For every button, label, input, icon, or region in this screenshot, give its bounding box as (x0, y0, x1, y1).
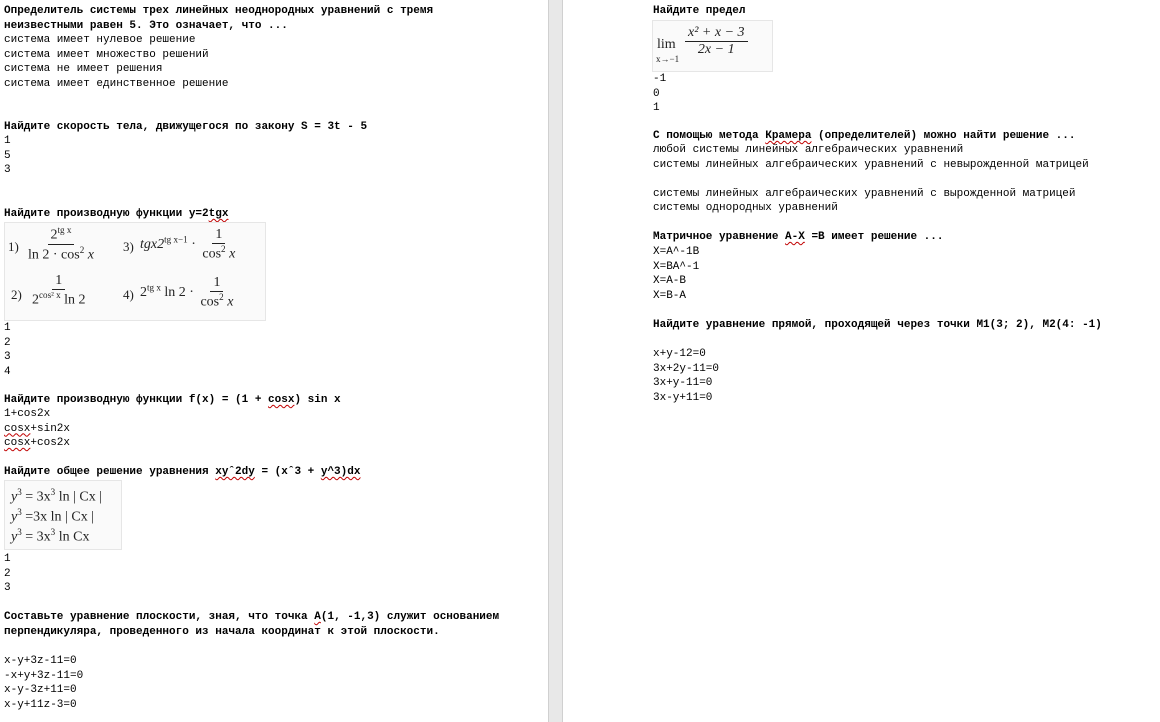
options-line-equation (653, 347, 719, 405)
options-general-solution (4, 552, 11, 596)
option[interactable]: 3 (4, 164, 11, 177)
options-derivative-tgx (4, 321, 11, 379)
question-line-equation: Найдите уравнение прямой, проходящей через точки M1(3; 2), M2(4: -1) (653, 319, 1102, 331)
option[interactable]: 2 (4, 567, 11, 580)
options-cramer (653, 143, 1153, 216)
option[interactable]: cosx+sin2x (4, 422, 71, 435)
spelling-underline: cosx (268, 394, 295, 406)
option[interactable]: 1 (4, 135, 11, 147)
option[interactable]: 3x+2y-11=0 (653, 362, 720, 375)
option[interactable]: 3x+y-11=0 (653, 377, 713, 390)
question-limit: Найдите предел (653, 5, 746, 17)
spelling-underline: A-X (785, 231, 805, 243)
question-derivative-tgx: Найдите производную функции y=2tgx (4, 208, 229, 220)
spelling-underline: xyˆ2dy (215, 466, 255, 478)
option[interactable]: система не имеет решения (4, 63, 163, 76)
option[interactable]: любой системы линейных алгебраических уравнений (653, 144, 964, 156)
option[interactable]: X=BA^-1 (653, 260, 700, 273)
option[interactable]: 3x-y+11=0 (653, 391, 713, 404)
question-velocity: Найдите скорость тела, движущегося по закону S = 3t - 5 (4, 121, 368, 133)
formula-image-limit: lim x→−1 $\frac{\text{x² + x − 3}}{2x - 1}$ (652, 20, 773, 72)
left-page (0, 0, 548, 722)
options-derivative-fx (4, 407, 70, 451)
option[interactable]: 5 (4, 149, 11, 162)
right-page (563, 0, 1160, 722)
option[interactable]: x+y-12=0 (653, 348, 706, 360)
question-cramer: С помощью метода Крамера (определителей) можно найти решение ... (653, 130, 1076, 142)
option[interactable]: 2 (4, 336, 11, 349)
option[interactable]: -x+y+3z-11=0 (4, 669, 84, 682)
option[interactable]: 3 (4, 351, 11, 364)
option[interactable]: X=A^-1B (653, 246, 700, 258)
spelling-underline: A (314, 611, 321, 623)
option[interactable]: системы однородных уравнений (653, 202, 838, 215)
question-plane-equation: Составьте уравнение плоскости, зная, что точка A(1, -1,3) служит основанием перпендикуляра, проведенного из начала координат к этой плоскости. (4, 611, 506, 638)
formula-image-solutions: $y^3 = 3x^3$ ln | Cx | $y^3 =3x$ ln | Cx | $y^3 = 3x^3$ ln Cx (4, 480, 122, 550)
option[interactable]: X=B-A (653, 289, 687, 302)
option[interactable]: система имеет нулевое решение (4, 34, 196, 46)
option[interactable]: 1 (653, 102, 660, 115)
option[interactable]: x-y-3z+11=0 (4, 684, 77, 697)
option[interactable]: x-y+11z-3=0 (4, 698, 77, 711)
formula-image-derivatives: 1) $\frac{2^{tg x}}{\ln 2 \cdot \cos^2 x}$ 3) $tgx2^{tg x-1}$ · $\frac{1}{\cos^2 x}$ 2) $\frac{1}{2^{cos^2 x} \ln 2}$ 4) $2^{tg x}$ ln 2 · $\frac{1}{\cos^2 x}$ (4, 222, 266, 321)
options-limit (653, 72, 666, 116)
option[interactable]: X=A-B (653, 275, 687, 288)
options-plane-equation (4, 654, 83, 712)
spelling-underline: y^3)dx (320, 466, 361, 478)
options-determinant (4, 33, 228, 91)
question-determinant: Определитель системы трех линейных неоднородных уравнений с тремя неизвестными равен 5. Это означает, что ... (4, 5, 440, 32)
option[interactable]: cosx+cos2x (4, 437, 71, 450)
question-general-solution: Найдите общее решение уравнения xyˆ2dy = (xˆ3 + y^3)dx (4, 466, 361, 478)
option[interactable]: x-y+3z-11=0 (4, 655, 77, 667)
option[interactable]: 1 (4, 553, 11, 565)
option[interactable]: 0 (653, 87, 660, 100)
page-separator (548, 0, 563, 722)
spelling-underline: Крамера (765, 130, 812, 142)
option[interactable]: 3 (4, 582, 11, 595)
question-derivative-fx: Найдите производную функции f(x) = (1 + cosx) sin x (4, 394, 341, 406)
question-matrix-equation: Матричное уравнение A-X =B имеет решение ... (653, 231, 944, 243)
options-matrix-equation (653, 245, 699, 303)
option[interactable]: системы линейных алгебраических уравнений с невырожденной матрицей (653, 158, 1089, 171)
spelling-underline: tgx (208, 208, 229, 220)
option[interactable]: 1+cos2x (4, 408, 51, 420)
options-velocity (4, 134, 11, 178)
option[interactable]: система имеет множество решений (4, 48, 209, 61)
option[interactable]: система имеет единственное решение (4, 77, 229, 90)
option[interactable]: -1 (653, 73, 667, 85)
option[interactable]: системы линейных алгебраических уравнений с вырожденной матрицей (653, 187, 1076, 200)
option[interactable]: 4 (4, 365, 11, 378)
option[interactable]: 1 (4, 322, 11, 334)
